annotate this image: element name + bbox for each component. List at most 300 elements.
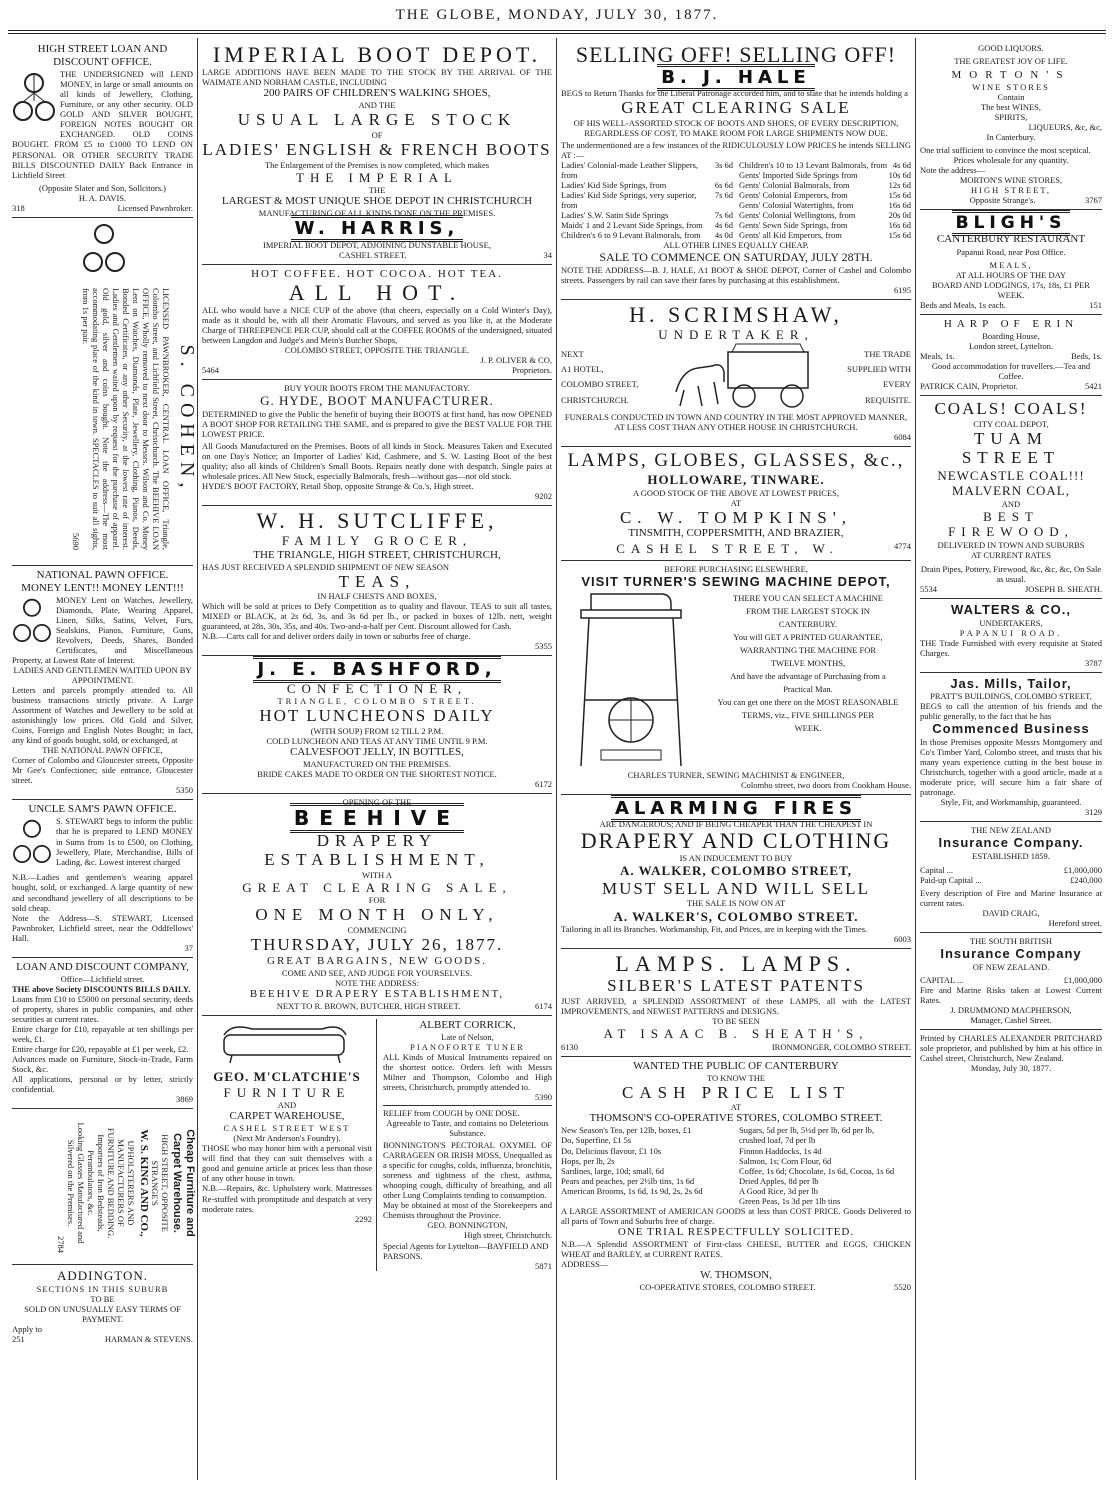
text-line: You can get one there on the MOST REASONABLE bbox=[717, 696, 899, 707]
ad-line-6: Prices wholesale for any quantity. bbox=[953, 155, 1069, 166]
text-line: EVERY bbox=[883, 379, 911, 390]
price-list-right bbox=[739, 160, 911, 240]
ad-body: Good accommodation for travellers.—Tea and Coffee. bbox=[931, 360, 1091, 381]
ad-addington bbox=[12, 1265, 193, 1344]
ad-line-4: THURSDAY, JULY 26, 1877. bbox=[250, 935, 504, 955]
ad-bonnington bbox=[383, 1106, 552, 1270]
price-item: Ladies' Colonial-made Leather Slippers, from bbox=[561, 160, 699, 181]
ad-capital-value: £1,000,000 bbox=[1063, 864, 1102, 875]
text-line: THERE YOU CAN SELECT A MACHINE bbox=[733, 592, 883, 603]
ad-body-6: All applications, personal or by letter, strictly confidential. bbox=[12, 1073, 193, 1094]
price-item: Gents' Colonial Wellingtons, from bbox=[739, 210, 856, 221]
ad-number: 5350 bbox=[176, 785, 193, 796]
ad-title bbox=[202, 807, 552, 831]
ad-number: 6084 bbox=[894, 432, 911, 443]
ad-firewood: BEST FIREWOOD, bbox=[948, 508, 1074, 540]
ad-line-7: A. WALKER'S, COLOMBO STREET. bbox=[613, 908, 859, 924]
ad-line-9: HIGH STREET, bbox=[970, 185, 1052, 196]
ad-title: Insurance Company bbox=[940, 945, 1082, 961]
price-row bbox=[739, 190, 911, 200]
ad-nb: N.B.—A Splendid ASSORTMENT of First-class CHEESE, BUTTER and EGGS, CHICKEN WHEAT and BARLEY, at CURRENT RATES. bbox=[561, 1238, 911, 1259]
imprint-body: Printed by CHARLES ALEXANDER PRITCHARD sole proprietor, and published by him at his office in Cashel street, Christchurch, New Zealand. bbox=[920, 1032, 1102, 1063]
ad-nz-insurance bbox=[920, 822, 1102, 933]
ad-title bbox=[920, 213, 1102, 233]
rotated-block bbox=[56, 1113, 196, 1253]
ad-subtitle: Office—Lichfield street. bbox=[60, 973, 145, 984]
ad-subtitle: CONFECTIONER, bbox=[286, 680, 468, 696]
ad-title: S. COHEN, bbox=[176, 344, 198, 494]
ad-title: NATIONAL PAWN OFFICE. bbox=[36, 568, 169, 581]
ad-name: W. THOMSON, bbox=[700, 1268, 772, 1281]
price-item: Ladies' Kid Side Springs, from bbox=[561, 180, 667, 191]
imprint bbox=[920, 1030, 1102, 1073]
ad-address-label: ADDRESS— bbox=[561, 1258, 609, 1269]
ad-number: 151 bbox=[1089, 299, 1102, 310]
ad-number: 6195 bbox=[894, 284, 911, 295]
ad-for: FOR bbox=[368, 895, 386, 906]
price-row bbox=[739, 180, 911, 190]
ad-body: S. STEWART begs to inform the public that he is prepared to LEND MONEY in Sums from 1s to £500, on Clothing, Jewellery, Plate, Merchandise, Bills of Lading, &c. Lowest interest charged bbox=[56, 816, 193, 867]
text-line: WARRANTING THE MACHINE FOR bbox=[739, 644, 877, 655]
ad-contain: Contain bbox=[997, 92, 1025, 103]
ad-address: THE TRIANGLE, HIGH STREET, CHRISTCHURCH, bbox=[253, 548, 501, 561]
price-value: 3s 6d bbox=[714, 160, 733, 171]
price-item: Gents' Imported Side Springs from bbox=[739, 170, 858, 181]
ad-name: DAVID CRAIG, bbox=[982, 907, 1040, 918]
ad-address: HYDE'S BOOT FACTORY, Retail Shop, opposite Strange & Co.'s, High street. bbox=[202, 480, 474, 491]
ad-nb: N.B.—Repairs, &c. Upholstery work. Mattresses Re-stuffed with promptitude and despatch at very moderate rates. bbox=[202, 1183, 372, 1214]
ad-body: BEGS to call the attention of his friends and the public generally, to the fact that he has bbox=[920, 701, 1102, 722]
ad-name: W. S. KING AND CO., bbox=[137, 1129, 150, 1237]
ad-number: 5534 bbox=[920, 584, 937, 595]
ad-line-3: ONE MONTH ONLY, bbox=[255, 905, 499, 925]
ad-number: 37 bbox=[184, 942, 193, 953]
text-line: Do, Superfine, £1 5s bbox=[561, 1135, 632, 1146]
ad-address: (Opposite Slater and Son, Sollcitors.) bbox=[38, 182, 166, 193]
ad-line-5: GREAT BARGAINS, NEW GOODS. bbox=[267, 954, 487, 967]
ad-know: TO KNOW THE bbox=[706, 1072, 766, 1083]
price-item: Ladies' S.W. Satin Side Springs bbox=[561, 210, 669, 221]
ad-title: W. H. SUTCLIFFE, bbox=[256, 507, 498, 533]
ad-bligh bbox=[920, 210, 1102, 314]
ad-title bbox=[561, 798, 911, 819]
ad-title: LOAN AND DISCOUNT COMPANY, bbox=[16, 960, 189, 973]
text-line: SUPPLIED WITH bbox=[847, 364, 911, 375]
ad-subtitle: CANTERBURY RESTAURANT bbox=[936, 233, 1086, 246]
ad-line-3: IS AN INDUCEMENT TO BUY bbox=[679, 853, 793, 864]
ad-all-hot bbox=[202, 265, 552, 380]
hearse-icon bbox=[668, 342, 818, 412]
ad-subtitle: Late of Nelson, bbox=[441, 1032, 494, 1043]
price-item: Children's 10 to 13 Levant Balmorals, from bbox=[739, 160, 888, 171]
ad-subtitle: UNDERTAKERS, bbox=[979, 617, 1043, 628]
ad-top-2: Agreeable to Taste, and contains no Deleterious Substance. bbox=[386, 1118, 549, 1139]
ad-line-5: MUST SELL AND WILL SELL bbox=[602, 878, 870, 898]
turner-row bbox=[561, 590, 911, 770]
price-value: 4s 6d bbox=[714, 220, 733, 231]
price-row bbox=[561, 190, 733, 210]
price-item: Gents' Colonial Watertights, from bbox=[739, 200, 854, 211]
ad-body: ALL Kinds of Musical Instruments repaired on the shortest notice. Orders left with Messrs Milner and Thompson, Colombo and High streets, Christchurch, promptly attended to. bbox=[383, 1052, 552, 1093]
price-item: Children's 6 to 9 Levant Balmorals, from bbox=[561, 230, 701, 241]
text-line: FROM THE LARGEST STOCK IN bbox=[746, 605, 870, 616]
price-list-left bbox=[561, 160, 733, 240]
ad-name: PATRICK CAIN, Proprietor. bbox=[920, 381, 1018, 391]
scrimshaw-row bbox=[561, 342, 911, 412]
text-line: CANTERBURY. bbox=[778, 618, 838, 629]
ad-line-7: LARGEST & MOST UNIQUE SHOE DEPOT IN CHRISTCHURCH bbox=[221, 195, 533, 208]
ad-title bbox=[202, 659, 552, 680]
ad-body-2: OF HIS WELL-ASSORTED STOCK OF BOOTS AND SHOES, OF EVERY DESCRIPTION, REGARDLESS OF COST, TO MAKE ROOM FOR LARGE SHIPMENTS NOW DUE. bbox=[573, 117, 899, 138]
ad-top: RELIEF from COUGH by ONE DOSE. bbox=[383, 1108, 520, 1119]
ad-line-10: CASHEL STREET. bbox=[338, 249, 407, 260]
ad-trade: TINSMITH, COPPERSMITH, AND BRAZIER, bbox=[628, 527, 844, 540]
ad-meals: MEALS, bbox=[989, 259, 1033, 270]
ad-title: HIGH STREET LOAN AND DISCOUNT OFFICE. bbox=[37, 43, 168, 69]
ad-subtitle: HOLLOWARE, TINWARE. bbox=[647, 472, 825, 488]
ad-order: ONE TRIAL RESPECTFULLY SOLICITED. bbox=[617, 1225, 855, 1238]
ad-address: London street, Lyttelton. bbox=[968, 340, 1054, 351]
ad-number: 2784 bbox=[56, 1235, 67, 1253]
ad-line-8: NEXT TO R. BROWN, BUTCHER, HIGH STREET. bbox=[276, 1000, 461, 1011]
ad-top: THE SOUTH BRITISH bbox=[969, 935, 1053, 946]
ad-top: GOOD LIQUORS. bbox=[978, 43, 1044, 53]
ad-title: LAMPS, GLOBES, GLASSES, &c., bbox=[567, 450, 905, 472]
price-value: 16s 6d bbox=[888, 220, 911, 231]
price-value: 16s 6d bbox=[888, 200, 911, 211]
ad-line-4: A. WALKER, COLOMBO STREET, bbox=[619, 863, 853, 879]
ad-title: ADDINGTON. bbox=[56, 1267, 148, 1283]
ad-note: Note the Address—S. STEWART, Licensed Pawnbroker, Lichfield street, near the Oddfellows' Hall. bbox=[12, 912, 193, 943]
ad-bride: BRIDE CAKES MADE TO ORDER ON THE SHORTEST NOTICE. bbox=[257, 769, 497, 780]
ad-sale: GREAT CLEARING SALE bbox=[621, 98, 851, 118]
ad-south-british bbox=[920, 933, 1102, 1030]
ad-body-2: Loans from £10 to £5000 on personal security, deeds of property, shares in public companies, and other securities at current rates. bbox=[12, 993, 193, 1024]
ad-number: 251 bbox=[12, 1333, 25, 1344]
ad-and: AND bbox=[1001, 498, 1021, 509]
ad-the: THE bbox=[368, 185, 386, 196]
ad-title-text: ALARMING FIRES bbox=[611, 795, 861, 822]
ad-name: C. W. TOMPKINS', bbox=[619, 507, 853, 527]
ad-line-6: COME AND SEE, AND JUDGE FOR YOURSELVES. bbox=[281, 967, 473, 978]
ad-number: 2292 bbox=[355, 1213, 372, 1224]
price-row bbox=[739, 170, 911, 180]
ad-ladies: LADIES AND GENTLEMEN WAITED UPON BY APPOINTMENT. bbox=[13, 665, 192, 686]
masthead-rule-2 bbox=[8, 33, 1106, 34]
ad-soup: (WITH SOUP) FROM 12 TILL 2 P.M. bbox=[310, 725, 444, 736]
ad-line-1: ARE DANGEROUS; AND IF BEING CHEAPER THAN THE CHEAPEST IN bbox=[599, 819, 873, 830]
ad-line-3: LIQUEURS, &c, &c, bbox=[1028, 122, 1102, 133]
ad-title: CASH PRICE LIST bbox=[622, 1082, 850, 1102]
ad-body: A GOOD STOCK OF THE ABOVE AT LOWEST PRICES, bbox=[633, 487, 839, 498]
ad-line-1: LARGE ADDITIONS HAVE BEEN MADE TO THE STOCK BY THE ARRIVAL OF THE WAIMATE AND NORHAM CASTLE, INCLUDING bbox=[202, 67, 552, 88]
ad-hot-luncheons: HOT LUNCHEONS DAILY bbox=[259, 706, 495, 726]
ad-king-furniture-rotated bbox=[12, 1109, 196, 1265]
ad-top: BUY YOUR BOOTS FROM THE MANUFACTORY. bbox=[284, 383, 470, 394]
ad-stores: WINE STORES bbox=[972, 82, 1050, 93]
ad-line-5: One trial sufficient to convince the most sceptical. bbox=[920, 145, 1091, 156]
sofa-icon bbox=[212, 1021, 362, 1067]
ad-address: Papanui Road, near Post Office. bbox=[956, 246, 1066, 257]
rotated-block bbox=[71, 288, 198, 550]
text-line: A1 HOTEL, bbox=[561, 364, 604, 375]
ad-made: MANUFACTURED ON THE PREMISES. bbox=[303, 759, 451, 770]
ad-city-coal bbox=[920, 396, 1102, 599]
ad-address: IRONMONGER, COLOMBO STREET. bbox=[771, 1041, 911, 1052]
ad-capital-label: CAPITAL ... bbox=[920, 974, 964, 985]
ad-number: 34 bbox=[543, 249, 552, 260]
price-value: 10s 6d bbox=[888, 170, 911, 181]
ad-at: AT bbox=[730, 497, 742, 508]
ad-malvern: MALVERN COAL, bbox=[952, 483, 1070, 499]
masthead-rule bbox=[8, 30, 1106, 31]
ad-line-2: 200 PAIRS OF CHILDREN'S WALKING SHOES, bbox=[263, 87, 491, 100]
ad-number: 3869 bbox=[176, 1093, 193, 1104]
text-line: CHRISTCHURCH. bbox=[561, 394, 629, 405]
price-item: Gents' Colonial Emperors, from bbox=[739, 190, 848, 201]
ad-line-1: The best WINES, bbox=[980, 102, 1042, 113]
text-line: Coffee, 1s 6d; Chocolate, 1s 6d, Cocoa, 1s 6d bbox=[739, 1165, 895, 1176]
ad-note: NOTE THE ADDRESS: bbox=[335, 977, 419, 988]
ad-body-4: Entire charge for £20, repayable at £1 per week, £2. bbox=[12, 1043, 189, 1054]
ad-number: 5871 bbox=[535, 1260, 552, 1271]
price-value: 4s 0d bbox=[714, 230, 733, 241]
ad-title: H. SCRIMSHAW, bbox=[629, 301, 843, 327]
text-line: NEXT bbox=[561, 348, 584, 359]
ad-name bbox=[561, 67, 911, 88]
ad-address: THOMSON'S CO-OPERATIVE STORES, COLOMBO STREET. bbox=[589, 1112, 883, 1125]
ad-opening: OPENING OF THE bbox=[342, 797, 412, 808]
text-line: THE TRADE bbox=[864, 348, 911, 359]
ad-number: 5520 bbox=[893, 1282, 911, 1293]
ad-name: MORTON'S bbox=[951, 69, 1071, 82]
ad-number: 5421 bbox=[1085, 381, 1102, 391]
ad-nb: N.B.—Ladies and gentlemen's wearing apparel bought, sold, or exchanged. A large quantity of new and secondhand jewellery of all descriptions to be sold cheap. bbox=[12, 872, 193, 913]
ad-title: UNCLE SAM'S PAWN OFFICE. bbox=[28, 803, 177, 816]
ad-hours: AT ALL HOURS OF THE DAY bbox=[955, 269, 1067, 280]
ad-cohen-rotated bbox=[12, 218, 198, 566]
ad-body-2: All Goods Manufactured on the Premises. Boots of all kinds in Stock. Measures Taken and Executed on one Day's Notice; an Importer of Ladies' Kid, Cashmere, and S. W. Lasting Boot of the best quality; also all kinds of Children's Small Boots. Repairs neatly done with despatch. Single pairs at wholesale prices. All New Stock, especially Balmorals, fresh—without gas—not old stock. bbox=[202, 440, 552, 481]
price-list bbox=[561, 1125, 911, 1205]
ad-mills-tailor bbox=[920, 673, 1102, 822]
ad-hyde-boots bbox=[202, 380, 552, 506]
text-line: crushed loaf, 7d per lb bbox=[739, 1135, 816, 1146]
pawn-balls-icon bbox=[12, 597, 52, 651]
ad-walker bbox=[561, 795, 911, 949]
ad-address: Hereford street. bbox=[1048, 917, 1102, 928]
ad-title-text: BEEHIVE bbox=[290, 803, 464, 833]
column-2 bbox=[198, 40, 556, 1480]
ad-turner bbox=[561, 561, 911, 795]
ad-name: J. P. OLIVER & CO, bbox=[480, 355, 552, 366]
ad-depot: CITY COAL DEPOT, bbox=[973, 418, 1049, 429]
ad-walters bbox=[920, 599, 1102, 673]
sewing-machine-icon bbox=[561, 590, 701, 770]
ad-line-5: The Enlargement of the Premises is now completed, which makes bbox=[264, 159, 490, 170]
ad-address: TRIANGLE, COLOMBO STREET. bbox=[277, 696, 477, 707]
price-list-right bbox=[739, 1125, 911, 1205]
scrimshaw-left bbox=[561, 347, 638, 408]
ad-title: LAMPS. LAMPS. bbox=[615, 951, 857, 977]
ad-subtitle: MONEY LENT!! MONEY LENT!!! bbox=[21, 581, 184, 594]
ad-subtitle: FAMILY GROCER, bbox=[281, 533, 473, 549]
ad-line-10: Opposite Strange's. bbox=[969, 195, 1036, 206]
price-value: 20s 0d bbox=[888, 210, 911, 221]
ad-subtitle: UNDERTAKER, bbox=[658, 326, 814, 342]
ad-subtitle: SILBER'S LATEST PATENTS bbox=[607, 976, 865, 996]
text-line: WEEK. bbox=[794, 723, 822, 734]
ad-top: HOT COFFEE. HOT COCOA. HOT TEA. bbox=[251, 267, 503, 280]
text-line: Do, Delicious flavour, £1 10s bbox=[561, 1145, 662, 1156]
ad-apply: Apply to bbox=[12, 1323, 42, 1334]
ad-body: SECTIONS IN THIS SUBURB bbox=[36, 1283, 169, 1294]
ad-body: Every description of Fire and Marine Insurance at current rates. bbox=[920, 887, 1102, 908]
ad-title: COALS! COALS! bbox=[934, 399, 1088, 419]
ad-note: NOTE THE ADDRESS—B. J. HALE, A1 BOOT & SHOE DEPOT, Corner of Cashel and Colombo streets. Passengers by rail can save their fares by purchasing at this establishment. bbox=[561, 264, 911, 285]
price-value: 4s 6d bbox=[892, 160, 911, 171]
text-line: Dried Apples, 8d per lb bbox=[739, 1175, 819, 1186]
ad-and: AND THE bbox=[358, 100, 396, 111]
ad-number: 6174 bbox=[534, 1000, 552, 1011]
ad-tompkins bbox=[561, 447, 911, 561]
ad-rates: AT CURRENT RATES bbox=[971, 550, 1051, 561]
ad-commenced: Commenced Business bbox=[932, 721, 1090, 737]
text-line: Green Peas, 1s 3d per 1lb tins bbox=[739, 1195, 841, 1206]
ad-title: ALL HOT. bbox=[288, 279, 466, 305]
price-row bbox=[561, 160, 733, 180]
ad-title: VISIT TURNER'S SEWING MACHINE DEPOT, bbox=[581, 574, 891, 590]
price-list bbox=[561, 160, 911, 240]
ad-body: BEGS to Return Thanks for the Liberal Patronage accorded him, and to state that he intends holding a bbox=[561, 88, 908, 99]
ad-signature: Proprietors. bbox=[512, 365, 552, 376]
price-row bbox=[561, 210, 733, 220]
price-value: 12s 6d bbox=[888, 180, 911, 191]
ad-number: 6003 bbox=[894, 934, 911, 945]
ad-body-5: Advances made on Furniture, Stock-in-Trade, Farm Stock, &c. bbox=[12, 1053, 193, 1074]
ad-body: MONEY Lent on Watches, Jewellery, Diamonds, Plate, Wearing Apparel, Linen, Silks, Satins, Velvet, Furs, Sealskins, Pianos, Furniture, Guns, Revolvers, Deeds, Shares, Bonded Certificates, and Miscellaneous Property, at Lowest Rate of Interest. bbox=[12, 594, 193, 666]
ad-newcastle: NEWCASTLE COAL!!! bbox=[937, 467, 1085, 483]
ad-line-8: Tailoring in all its Branches. Workmanship, Fit, and Prices, are in keeping with the Times. bbox=[561, 924, 868, 935]
ad-harp-of-erin bbox=[920, 315, 1102, 396]
price-row bbox=[739, 230, 911, 240]
ad-established: ESTABLISHED 1859. bbox=[972, 850, 1050, 861]
ad-commencing: COMMENCING bbox=[347, 925, 407, 936]
ad-sheath-lamps bbox=[561, 949, 911, 1056]
pawn-balls-icon bbox=[82, 222, 126, 282]
ad-commence: SALE TO COMMENCE ON SATURDAY, JULY 28TH. bbox=[599, 250, 873, 265]
ad-line-4: Looking Glasses Manufactured and Silvered on the Premises. bbox=[66, 1122, 87, 1244]
ad-line-4: LADIES' ENGLISH & FRENCH BOOTS bbox=[202, 139, 552, 159]
ad-address: PRATT'S BUILDINGS, COLOMBO STREET, bbox=[930, 691, 1092, 702]
masthead: THE GLOBE, MONDAY, JULY 30, 1877. bbox=[395, 7, 719, 23]
price-row bbox=[561, 220, 733, 230]
ad-title-text: J. E. BASHFORD, bbox=[253, 656, 500, 683]
ad-other: ALL OTHER LINES EQUALLY CHEAP. bbox=[663, 240, 809, 251]
ad-line-6: THE IMPERIAL bbox=[296, 169, 458, 185]
ad-line-1: UPHOLSTERERS AND MANUFACTURERS OF bbox=[116, 1139, 137, 1227]
ad-national-pawn bbox=[12, 566, 193, 801]
text-line: A Good Rice, 3d per lb bbox=[739, 1185, 818, 1196]
text-line: Salmon, 1s; Corn Flour, 6d bbox=[739, 1155, 832, 1166]
ad-number: 318 bbox=[12, 202, 25, 213]
text-line: TERMS, viz., FIVE SHILLINGS PER bbox=[742, 710, 874, 720]
ad-number: 3129 bbox=[1085, 807, 1102, 818]
ad-with: WITH A bbox=[362, 869, 392, 880]
ad-jelly: CALVESFOOT JELLY, IN BOTTLES, bbox=[290, 745, 464, 758]
price-item: Gents' all Kid Emperors, from bbox=[739, 230, 842, 241]
ad-name-text: W. HARRIS, bbox=[291, 215, 464, 242]
price-value: 15s 6d bbox=[888, 190, 911, 201]
ad-at: AT bbox=[730, 1102, 742, 1113]
text-line: New Season's Tea, per 12lb, boxes, £1 bbox=[561, 1125, 692, 1136]
ad-address: Colombo street, two doors from Cookham House. bbox=[741, 779, 911, 790]
ad-line-2: FURNITURE AND BEDDING. bbox=[106, 1127, 117, 1239]
price-item: Gents' Colonial Balmorals, from bbox=[739, 180, 850, 191]
price-row bbox=[561, 230, 733, 240]
ad-number: 9202 bbox=[535, 490, 552, 501]
ad-of: OF bbox=[371, 129, 383, 140]
ad-beehive bbox=[202, 794, 552, 1016]
ad-line-7: BEEHIVE DRAPERY ESTABLISHMENT, bbox=[249, 987, 505, 1000]
ad-sold: SOLD ON UNUSUALLY EASY TERMS OF PAYMENT. bbox=[24, 1303, 181, 1324]
price-item: Maids' 1 and 2 Levant Side Springs, from bbox=[561, 220, 703, 231]
ad-bashford bbox=[202, 656, 552, 794]
ad-capital-value: £1,000,000 bbox=[1063, 974, 1102, 985]
ad-title-text: BLIGH'S bbox=[952, 210, 1071, 236]
ad-style: Style, Fit, and Workmanship, guaranteed. bbox=[940, 797, 1082, 808]
scrimshaw-right bbox=[847, 347, 911, 408]
ad-line-9: IMPERIAL BOOT DEPOT, ADJOINING DUNSTABLE HOUSE, bbox=[263, 239, 491, 250]
ad-title: G. HYDE, BOOT MANUFACTURER. bbox=[260, 393, 494, 409]
ad-number: 5464 bbox=[202, 365, 219, 376]
ad-line-8: MORTON'S WINE STORES, bbox=[959, 175, 1063, 186]
ad-body: THE above Society DISCOUNTS BILLS DAILY. bbox=[12, 983, 191, 994]
column-3 bbox=[557, 40, 915, 1480]
ad-body: BONNINGTON'S PECTORAL OXYMEL OF CARRAGEEN OR IRISH MOSS, Unequalled as a specific for coughs, colds, influenza, bronchitis, soreness and tightness of the chest, asthma, whooping cough, difficulty of breathing, and all other Lung Complaints tending to consumption. bbox=[383, 1140, 553, 1201]
ad-line-2: SPIRITS, bbox=[994, 112, 1028, 123]
ad-agent: HARMAN & STEVENS. bbox=[104, 1333, 193, 1344]
ad-line-4: (Next Mr Anderson's Foundry). bbox=[233, 1133, 341, 1144]
ad-title: WALTERS & CO., bbox=[951, 602, 1071, 618]
ad-board: BOARD AND LODGINGS, 17s, 18s, £1 PER WEEK. bbox=[932, 279, 1090, 300]
ad-corrick bbox=[383, 1019, 552, 1106]
ad-top: THE NEW ZEALAND bbox=[970, 825, 1052, 836]
text-line: Sugars, 5d per lb, 5½d per lb, 6d per lb, bbox=[739, 1125, 875, 1136]
text-line: REQUISITE. bbox=[864, 394, 911, 405]
price-value: 7s 6d bbox=[714, 190, 733, 201]
ad-beds: Beds and Meals, 1s each. bbox=[920, 299, 1006, 310]
ad-name: H. A. DAVIS. bbox=[78, 192, 127, 203]
ad-top: WANTED THE PUBLIC OF CANTERBURY bbox=[633, 1059, 839, 1072]
ad-hale bbox=[561, 40, 911, 300]
price-row bbox=[739, 210, 911, 220]
ad-line-3: USUAL LARGE STOCK bbox=[237, 110, 517, 130]
ad-loan-discount bbox=[12, 958, 193, 1109]
ad-address: CASHEL STREET, W. bbox=[616, 540, 839, 556]
ad-title: GEO. M'CLATCHIE'S bbox=[213, 1069, 361, 1084]
ad-name-text: B. J. HALE bbox=[657, 64, 814, 91]
ad-joy: THE GREATEST JOY OF LIFE. bbox=[954, 56, 1068, 67]
price-row bbox=[739, 200, 911, 210]
ad-body: LICENSED PAWNBROKER, CENTRAL LOAN OFFICE, Triangle, Colombo Street, and Lichfield Street, Christchurch. The BEEHIVE LOAN OFFICE, Wholly removed to next door to Messrs. Wilson and Co. Money Lent on Watches, Diamonds, Plate, Jewellery, Clothing, Pianos, Deeds, Bonded Certificates, or any other Security, at the lowest rate of interest. Ladies and Gentlemen waited upon by request for the purchase of apparel. Old gold, silver and coins bought. Note the address—The most accommodating place of the kind in town. SPECTACLES to suit all sights, from 1s per pair. bbox=[80, 287, 171, 550]
pawn-balls-icon bbox=[12, 818, 52, 872]
ad-capital-label: Capital ... bbox=[920, 864, 954, 875]
ad-body-2: May be obtained at most of the Storekeepers and Chemists throughout the Province. bbox=[383, 1200, 552, 1221]
price-row bbox=[561, 180, 733, 190]
ad-line-8: MANUFACTURING OF ALL KINDS DONE ON THE PREMISES. bbox=[258, 208, 496, 219]
ad-line-1: DRAPERY ESTABLISHMENT, bbox=[264, 830, 490, 870]
ad-paidup-label: Paid-up Capital ... bbox=[920, 874, 982, 885]
